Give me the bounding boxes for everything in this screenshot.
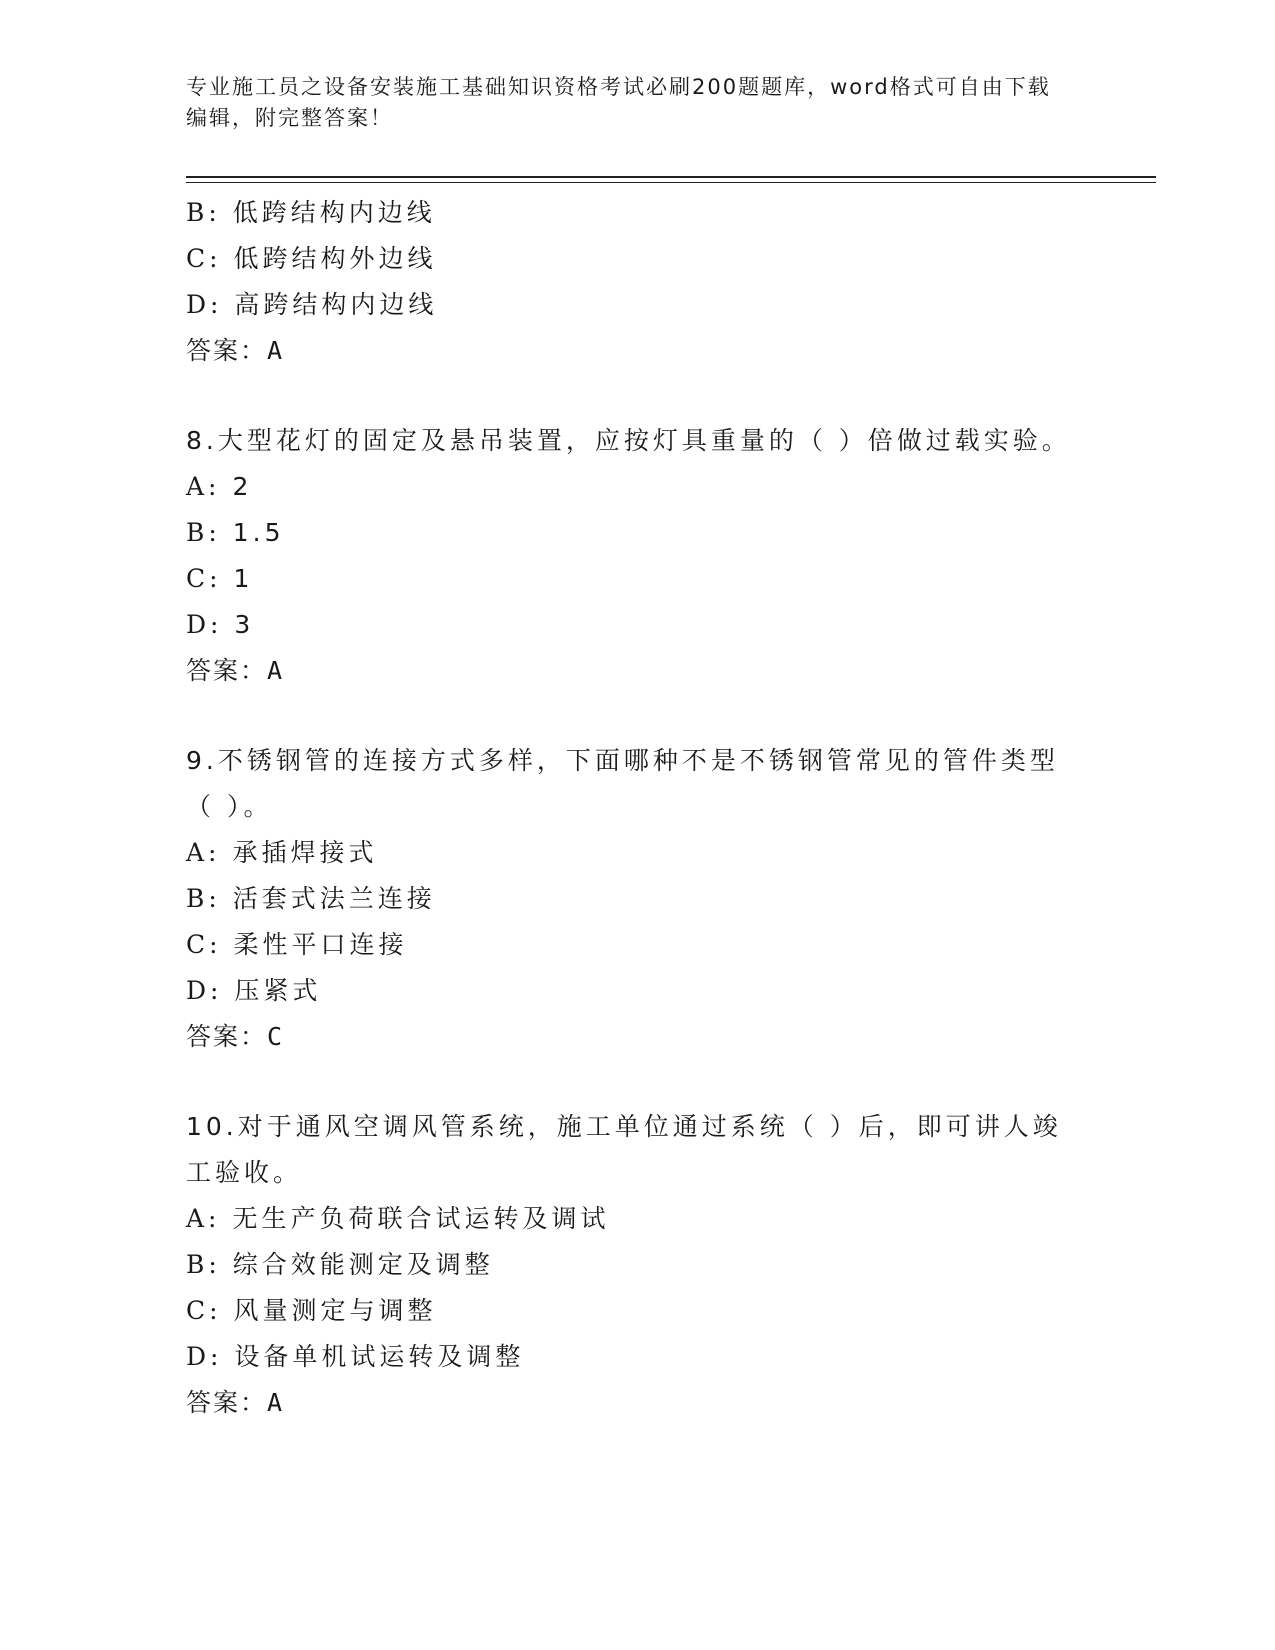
option-a (186, 830, 1066, 876)
option-key: B: (186, 884, 221, 913)
option-c (186, 922, 1066, 968)
option-text: 无生产负荷联合试运转及调试 (232, 1204, 610, 1233)
spacer (186, 1060, 1066, 1104)
option-key: D: (186, 290, 223, 319)
spacer (186, 694, 1066, 738)
header-rule-thin (186, 182, 1156, 183)
answer-line (186, 1380, 1066, 1426)
option-text: 柔性平口连接 (233, 930, 408, 959)
option-text: 低跨结构内边线 (232, 198, 436, 227)
question-stem: 10.对于通风空调风管系统，施工单位通过系统（ ）后，即可讲人竣工验收。 (186, 1112, 1062, 1187)
answer-line (186, 328, 1066, 374)
question-10 (186, 1104, 1066, 1426)
option-d (186, 968, 1066, 1014)
option-text: 承插焊接式 (232, 838, 378, 867)
option-d (186, 1334, 1066, 1380)
option-b (186, 876, 1066, 922)
spacer (186, 374, 1066, 418)
question-stem: 8.大型花灯的固定及悬吊装置，应按灯具重量的（ ）倍做过载实验。 (186, 426, 1071, 455)
answer-label: 答案： (186, 656, 268, 685)
answer-line (186, 648, 1066, 694)
option-key: C: (186, 930, 222, 959)
option-key: B: (186, 198, 221, 227)
question-8 (186, 418, 1071, 694)
answer-label: 答案： (186, 1022, 268, 1051)
option-a (186, 1196, 1066, 1242)
question-list (186, 190, 1071, 1426)
option-text: 高跨结构内边线 (234, 290, 438, 319)
question-stem: 9.不锈钢管的连接方式多样，下面哪种不是不锈钢管常见的管件类型（ ）。 (186, 746, 1059, 821)
option-a (186, 464, 1066, 510)
option-text: 风量测定与调整 (233, 1296, 437, 1325)
answer-value: A (267, 1388, 283, 1417)
option-d (186, 602, 1066, 648)
option-text: 1 (233, 564, 254, 593)
option-b (186, 1242, 1066, 1288)
option-b (186, 510, 1066, 556)
option-text: 综合效能测定及调整 (232, 1250, 494, 1279)
answer-label: 答案： (186, 1388, 268, 1417)
option-text: 3 (234, 610, 255, 639)
answer-line (186, 1014, 1066, 1060)
option-text: 压紧式 (234, 976, 322, 1005)
answer-value: A (267, 656, 283, 685)
option-key: B: (186, 1250, 221, 1279)
answer-value: A (267, 336, 283, 365)
question-fragment (186, 190, 1066, 374)
option-text: 低跨结构外边线 (233, 244, 437, 273)
option-c (186, 236, 1066, 282)
option-key: B: (186, 518, 221, 547)
option-text: 活套式法兰连接 (232, 884, 436, 913)
answer-label: 答案： (186, 336, 268, 365)
question-9 (186, 738, 1066, 1060)
option-key: C: (186, 244, 222, 273)
option-b (186, 190, 1066, 236)
option-d (186, 282, 1066, 328)
option-key: D: (186, 1342, 223, 1371)
option-c (186, 556, 1066, 602)
option-key: A: (186, 1204, 221, 1233)
option-key: C: (186, 564, 222, 593)
answer-value: C (267, 1022, 283, 1051)
option-text: 设备单机试运转及调整 (234, 1342, 525, 1371)
option-c (186, 1288, 1066, 1334)
option-key: A: (186, 838, 221, 867)
document-header: 专业施工员之设备安装施工基础知识资格考试必刷200题题库，word格式可自由下载编辑，附完整答案！ (186, 75, 1051, 130)
header-rule-thick (186, 176, 1156, 178)
option-key: C: (186, 1296, 222, 1325)
option-text: 1.5 (232, 518, 285, 547)
option-key: A: (186, 472, 221, 501)
option-text: 2 (232, 472, 253, 501)
option-key: D: (186, 610, 223, 639)
option-key: D: (186, 976, 223, 1005)
